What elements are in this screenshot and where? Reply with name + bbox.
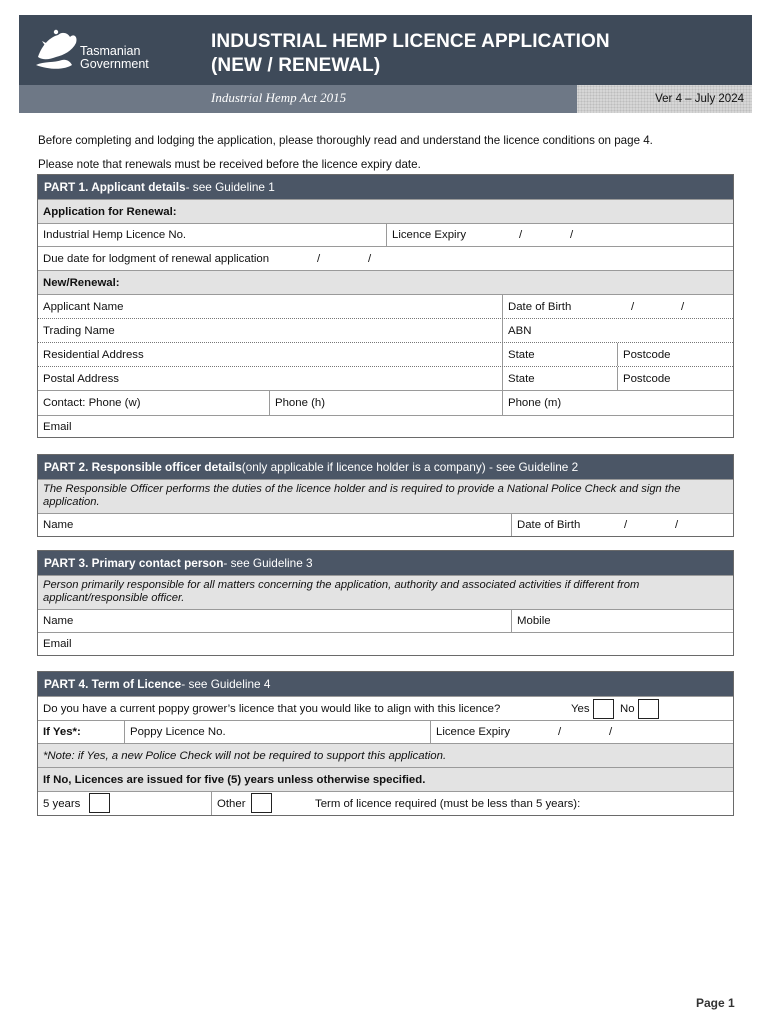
five-years-label: 5 years — [43, 797, 81, 810]
postal-address-field[interactable]: Postal Address — [43, 372, 119, 385]
licence-expiry-field[interactable]: Licence Expiry / / — [386, 224, 735, 246]
part3-note: Person primarily responsible for all matters concerning the application, authority and associated activities if different from applicant/responsible officer. — [38, 575, 733, 609]
trading-name-row[interactable] — [38, 318, 733, 342]
residential-postcode-field[interactable]: Postcode — [617, 343, 735, 366]
residential-address-row[interactable] — [38, 342, 733, 366]
email-row[interactable] — [38, 415, 733, 437]
contact-mobile-field[interactable]: Mobile — [511, 610, 735, 632]
part2-note: The Responsible Officer performs the duties of the licence holder and is required to provide a National Police Check and sign the application. — [38, 479, 733, 513]
part4-header: PART 4. Term of Licence - see Guideline 4 — [38, 672, 733, 696]
due-date-field[interactable]: Due date for lodgment of renewal application / / — [43, 252, 372, 265]
act-name: Industrial Hemp Act 2015 — [211, 90, 347, 105]
contact-name-field[interactable]: Name — [43, 615, 74, 627]
part2-header: PART 2. Responsible officer details (only applicable if licence holder is a company) - see Guideline 2 — [38, 455, 733, 479]
term-required-field[interactable]: Term of licence required (must be less than 5 years): — [315, 797, 581, 810]
officer-name-field[interactable]: Name — [43, 519, 74, 531]
page-number: Page 1 — [696, 996, 735, 1010]
yes-checkbox[interactable] — [593, 699, 614, 722]
poppy-question-row — [38, 696, 733, 720]
poppy-licence-expiry-field[interactable]: Licence Expiry / / — [430, 721, 735, 743]
part3-section — [37, 550, 734, 656]
applicant-name-field[interactable]: Applicant Name — [43, 300, 124, 313]
new-renewal-heading-row: New/Renewal: — [38, 270, 733, 294]
contact-email-field[interactable]: Email — [43, 638, 72, 650]
residential-state-field[interactable]: State — [502, 343, 617, 366]
part4-section — [37, 671, 734, 816]
renewal-heading-row: Application for Renewal: — [38, 199, 733, 223]
licence-no-field[interactable]: Industrial Hemp Licence No. — [43, 229, 187, 241]
intro-line-2: Please note that renewals must be received before the licence expiry date. — [38, 158, 421, 171]
page-title: INDUSTRIAL HEMP LICENCE APPLICATION (NEW / RENEWAL) — [211, 31, 610, 76]
part1-header: PART 1. Applicant details - see Guideline 1 — [38, 175, 733, 199]
phone-mobile-field[interactable]: Phone (m) — [502, 391, 735, 415]
if-no-row: If No, Licences are issued for five (5) years unless otherwise specified. — [38, 767, 733, 791]
version-label: Ver 4 – July 2024 — [577, 85, 752, 113]
postal-address-row[interactable] — [38, 366, 733, 390]
poppy-question: Do you have a current poppy grower’s licence that you would like to align with this licence? — [43, 702, 501, 715]
if-yes-row[interactable] — [38, 720, 733, 743]
yes-label: Yes — [571, 702, 590, 715]
phone-home-field[interactable]: Phone (h) — [269, 391, 502, 415]
no-checkbox[interactable] — [638, 699, 659, 722]
email-field[interactable]: Email — [43, 420, 72, 433]
phone-row[interactable] — [38, 390, 733, 415]
no-label: No — [620, 702, 635, 715]
postal-postcode-field[interactable]: Postcode — [617, 367, 735, 390]
officer-row[interactable] — [38, 513, 733, 536]
other-checkbox[interactable] — [251, 793, 272, 816]
phone-work-field[interactable]: Contact: Phone (w) — [43, 397, 141, 409]
officer-dob-field[interactable]: Date of Birth / / — [511, 514, 735, 536]
if-yes-label: If Yes*: — [43, 726, 81, 738]
contact-row[interactable] — [38, 609, 733, 632]
other-label: Other — [211, 792, 735, 815]
police-check-note-row: *Note: if Yes, a new Police Check will not be required to support this application. — [38, 743, 733, 767]
abn-field[interactable]: ABN — [502, 319, 735, 342]
contact-email-row[interactable] — [38, 632, 733, 655]
part3-header: PART 3. Primary contact person - see Guideline 3 — [38, 551, 733, 575]
intro-line-1: Before completing and lodging the application, please thoroughly read and understand the licence conditions on page 4. — [38, 134, 653, 147]
due-date-row[interactable] — [38, 246, 733, 270]
logo-text: Tasmanian Government — [80, 44, 149, 71]
part1-section — [37, 174, 734, 438]
part2-section — [37, 454, 734, 537]
licence-no-row[interactable] — [38, 223, 733, 246]
applicant-name-row[interactable] — [38, 294, 733, 318]
five-years-checkbox[interactable] — [89, 793, 110, 816]
postal-state-field[interactable]: State — [502, 367, 617, 390]
poppy-licence-no-field[interactable]: Poppy Licence No. — [124, 721, 430, 743]
residential-address-field[interactable]: Residential Address — [43, 348, 144, 361]
trading-name-field[interactable]: Trading Name — [43, 324, 115, 337]
term-row[interactable] — [38, 791, 733, 815]
dob-field[interactable]: Date of Birth / / — [502, 295, 735, 318]
